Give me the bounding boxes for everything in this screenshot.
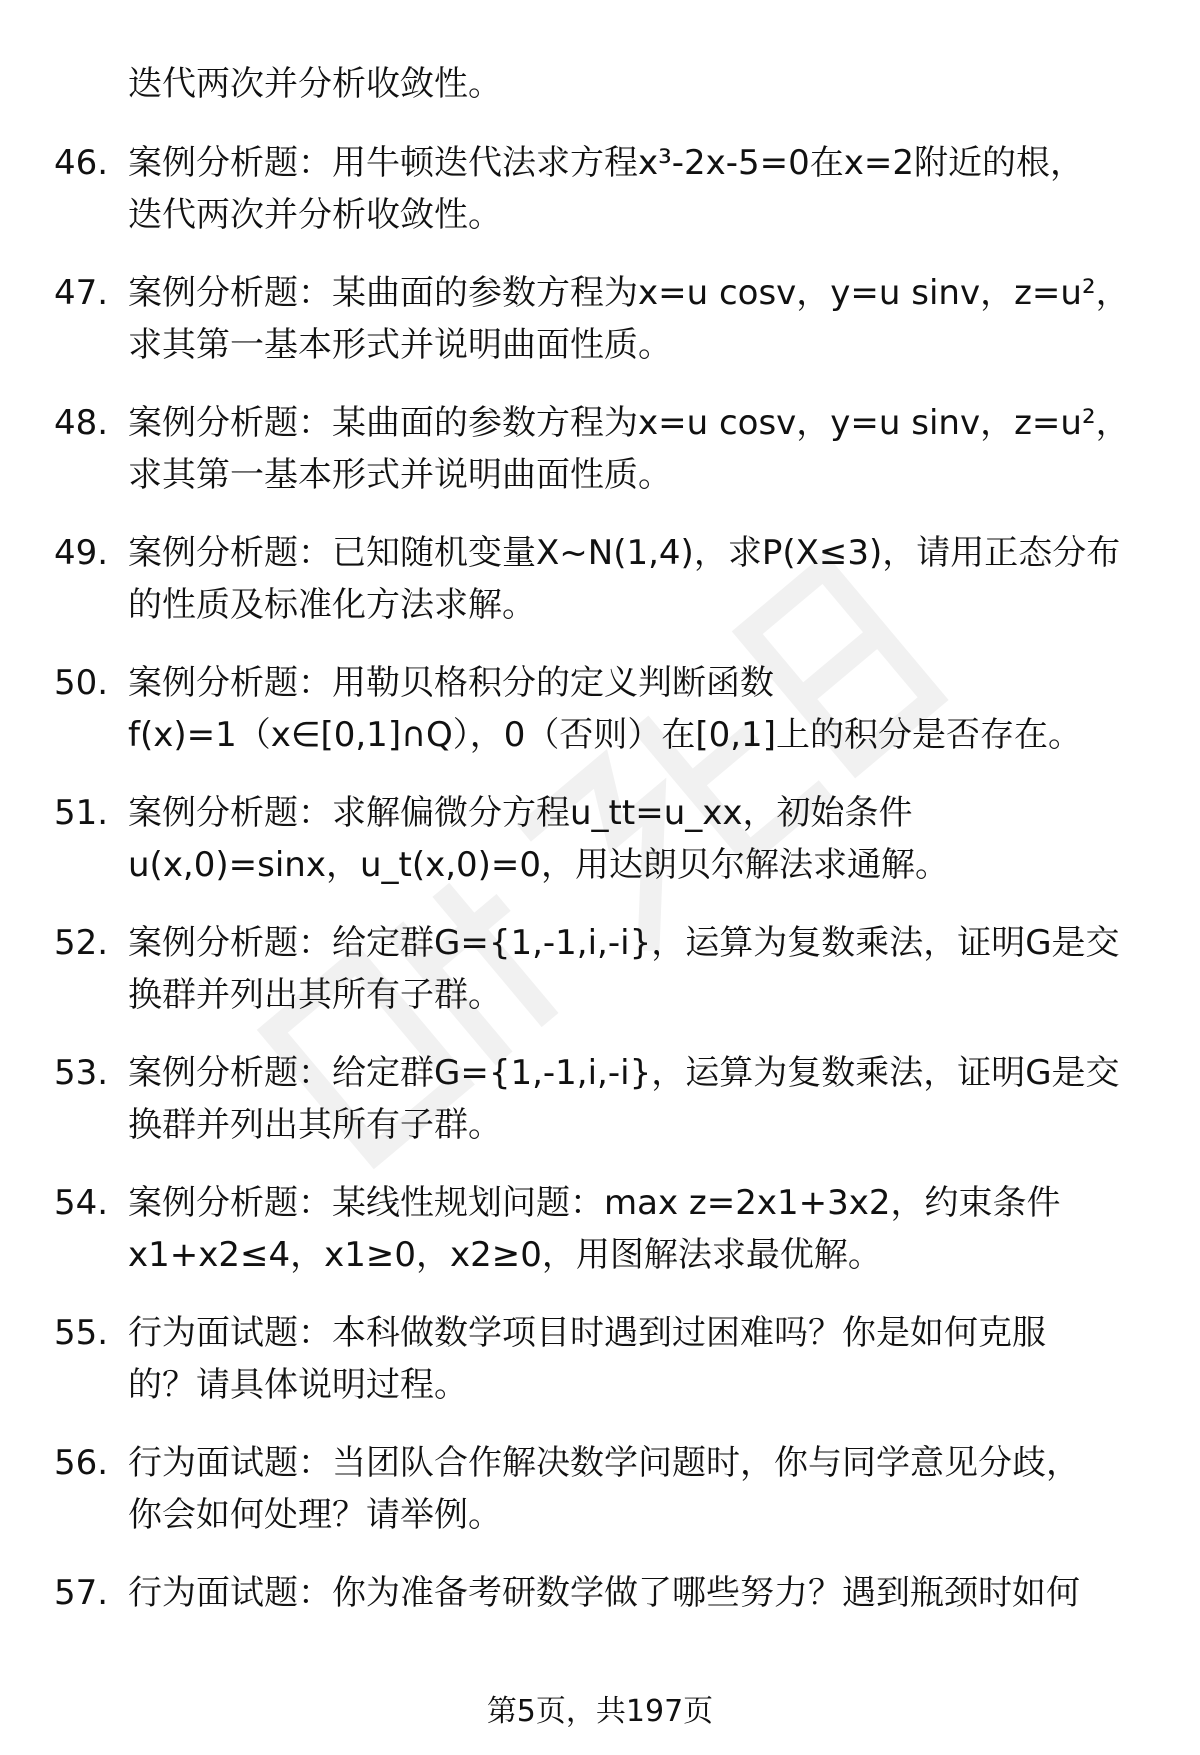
question-item [0,397,1200,527]
question-number: 54. [54,1183,109,1223]
question-text-line2: 换群并列出其所有子群。 [128,1105,502,1145]
question-number: 50. [54,663,109,703]
question-text-line1: 案例分析题：某曲面的参数方程为x=u cosv，y=u sinv，z=u²， [128,403,1130,443]
question-item [0,527,1200,657]
question-item [0,1437,1200,1567]
question-text-line1: 行为面试题：本科做数学项目时遇到过困难吗？你是如何克服 [128,1313,1046,1353]
question-number: 49. [54,533,109,573]
question-number: 52. [54,923,109,963]
question-text-line1: 案例分析题：给定群G={1,-1,i,-i}，运算为复数乘法，证明G是交 [128,923,1120,963]
question-text-line1: 行为面试题：当团队合作解决数学问题时，你与同学意见分歧， [128,1443,1080,1483]
question-text-line2: 的性质及标准化方法求解。 [128,585,536,625]
question-text-line2: 求其第一基本形式并说明曲面性质。 [128,455,672,495]
question-number: 56. [54,1443,109,1483]
question-text-line1: 案例分析题：某线性规划问题：max z=2x1+3x2，约束条件 [128,1183,1061,1223]
question-number: 47. [54,273,109,313]
question-item [0,1047,1200,1177]
question-number: 53. [54,1053,109,1093]
question-text-line2: u(x,0)=sinx，u_t(x,0)=0，用达朗贝尔解法求通解。 [128,845,950,885]
question-item [0,267,1200,397]
question-item [0,657,1200,787]
question-text-line1: 案例分析题：用牛顿迭代法求方程x³-2x-5=0在x=2附近的根， [128,143,1085,183]
question-number: 51. [54,793,109,833]
question-text-line1: 案例分析题：已知随机变量X~N(1,4)，求P(X≤3)，请用正态分布 [128,533,1121,573]
page-footer: 第5页，共197页 [486,1694,714,1729]
question-text-line2: 换群并列出其所有子群。 [128,975,502,1015]
question-text-line1: 案例分析题：某曲面的参数方程为x=u cosv，y=u sinv，z=u²， [128,273,1130,313]
question-item [0,917,1200,1047]
question-number: 55. [54,1313,109,1353]
question-text-line1: 案例分析题：给定群G={1,-1,i,-i}，运算为复数乘法，证明G是交 [128,1053,1120,1093]
question-item [0,787,1200,917]
question-number: 48. [54,403,109,443]
question-item [0,1307,1200,1437]
question-number: 46. [54,143,109,183]
question-text-line2: 求其第一基本形式并说明曲面性质。 [128,325,672,365]
question-text-line2: 你会如何处理？请举例。 [128,1495,502,1535]
question-text-line2: 的？请具体说明过程。 [128,1365,468,1405]
question-text-line1: 案例分析题：求解偏微分方程u_tt=u_xx，初始条件 [128,793,913,833]
question-text-line1: 案例分析题：用勒贝格积分的定义判断函数 [128,663,774,703]
question-text-line1: 行为面试题：你为准备考研数学做了哪些努力？遇到瓶颈时如何 [128,1573,1080,1613]
question-list [0,137,1200,1697]
continuation-line: 迭代两次并分析收敛性。 [128,64,502,104]
question-text-line2: f(x)=1（x∈[0,1]∩Q），0（否则）在[0,1]上的积分是否存在。 [128,715,1082,755]
question-number: 57. [54,1573,109,1613]
question-text-line2: 迭代两次并分析收敛性。 [128,195,502,235]
question-item [0,137,1200,267]
question-item [0,1567,1200,1697]
question-item [0,1177,1200,1307]
question-text-line2: x1+x2≤4，x1≥0，x2≥0，用图解法求最优解。 [128,1235,882,1275]
